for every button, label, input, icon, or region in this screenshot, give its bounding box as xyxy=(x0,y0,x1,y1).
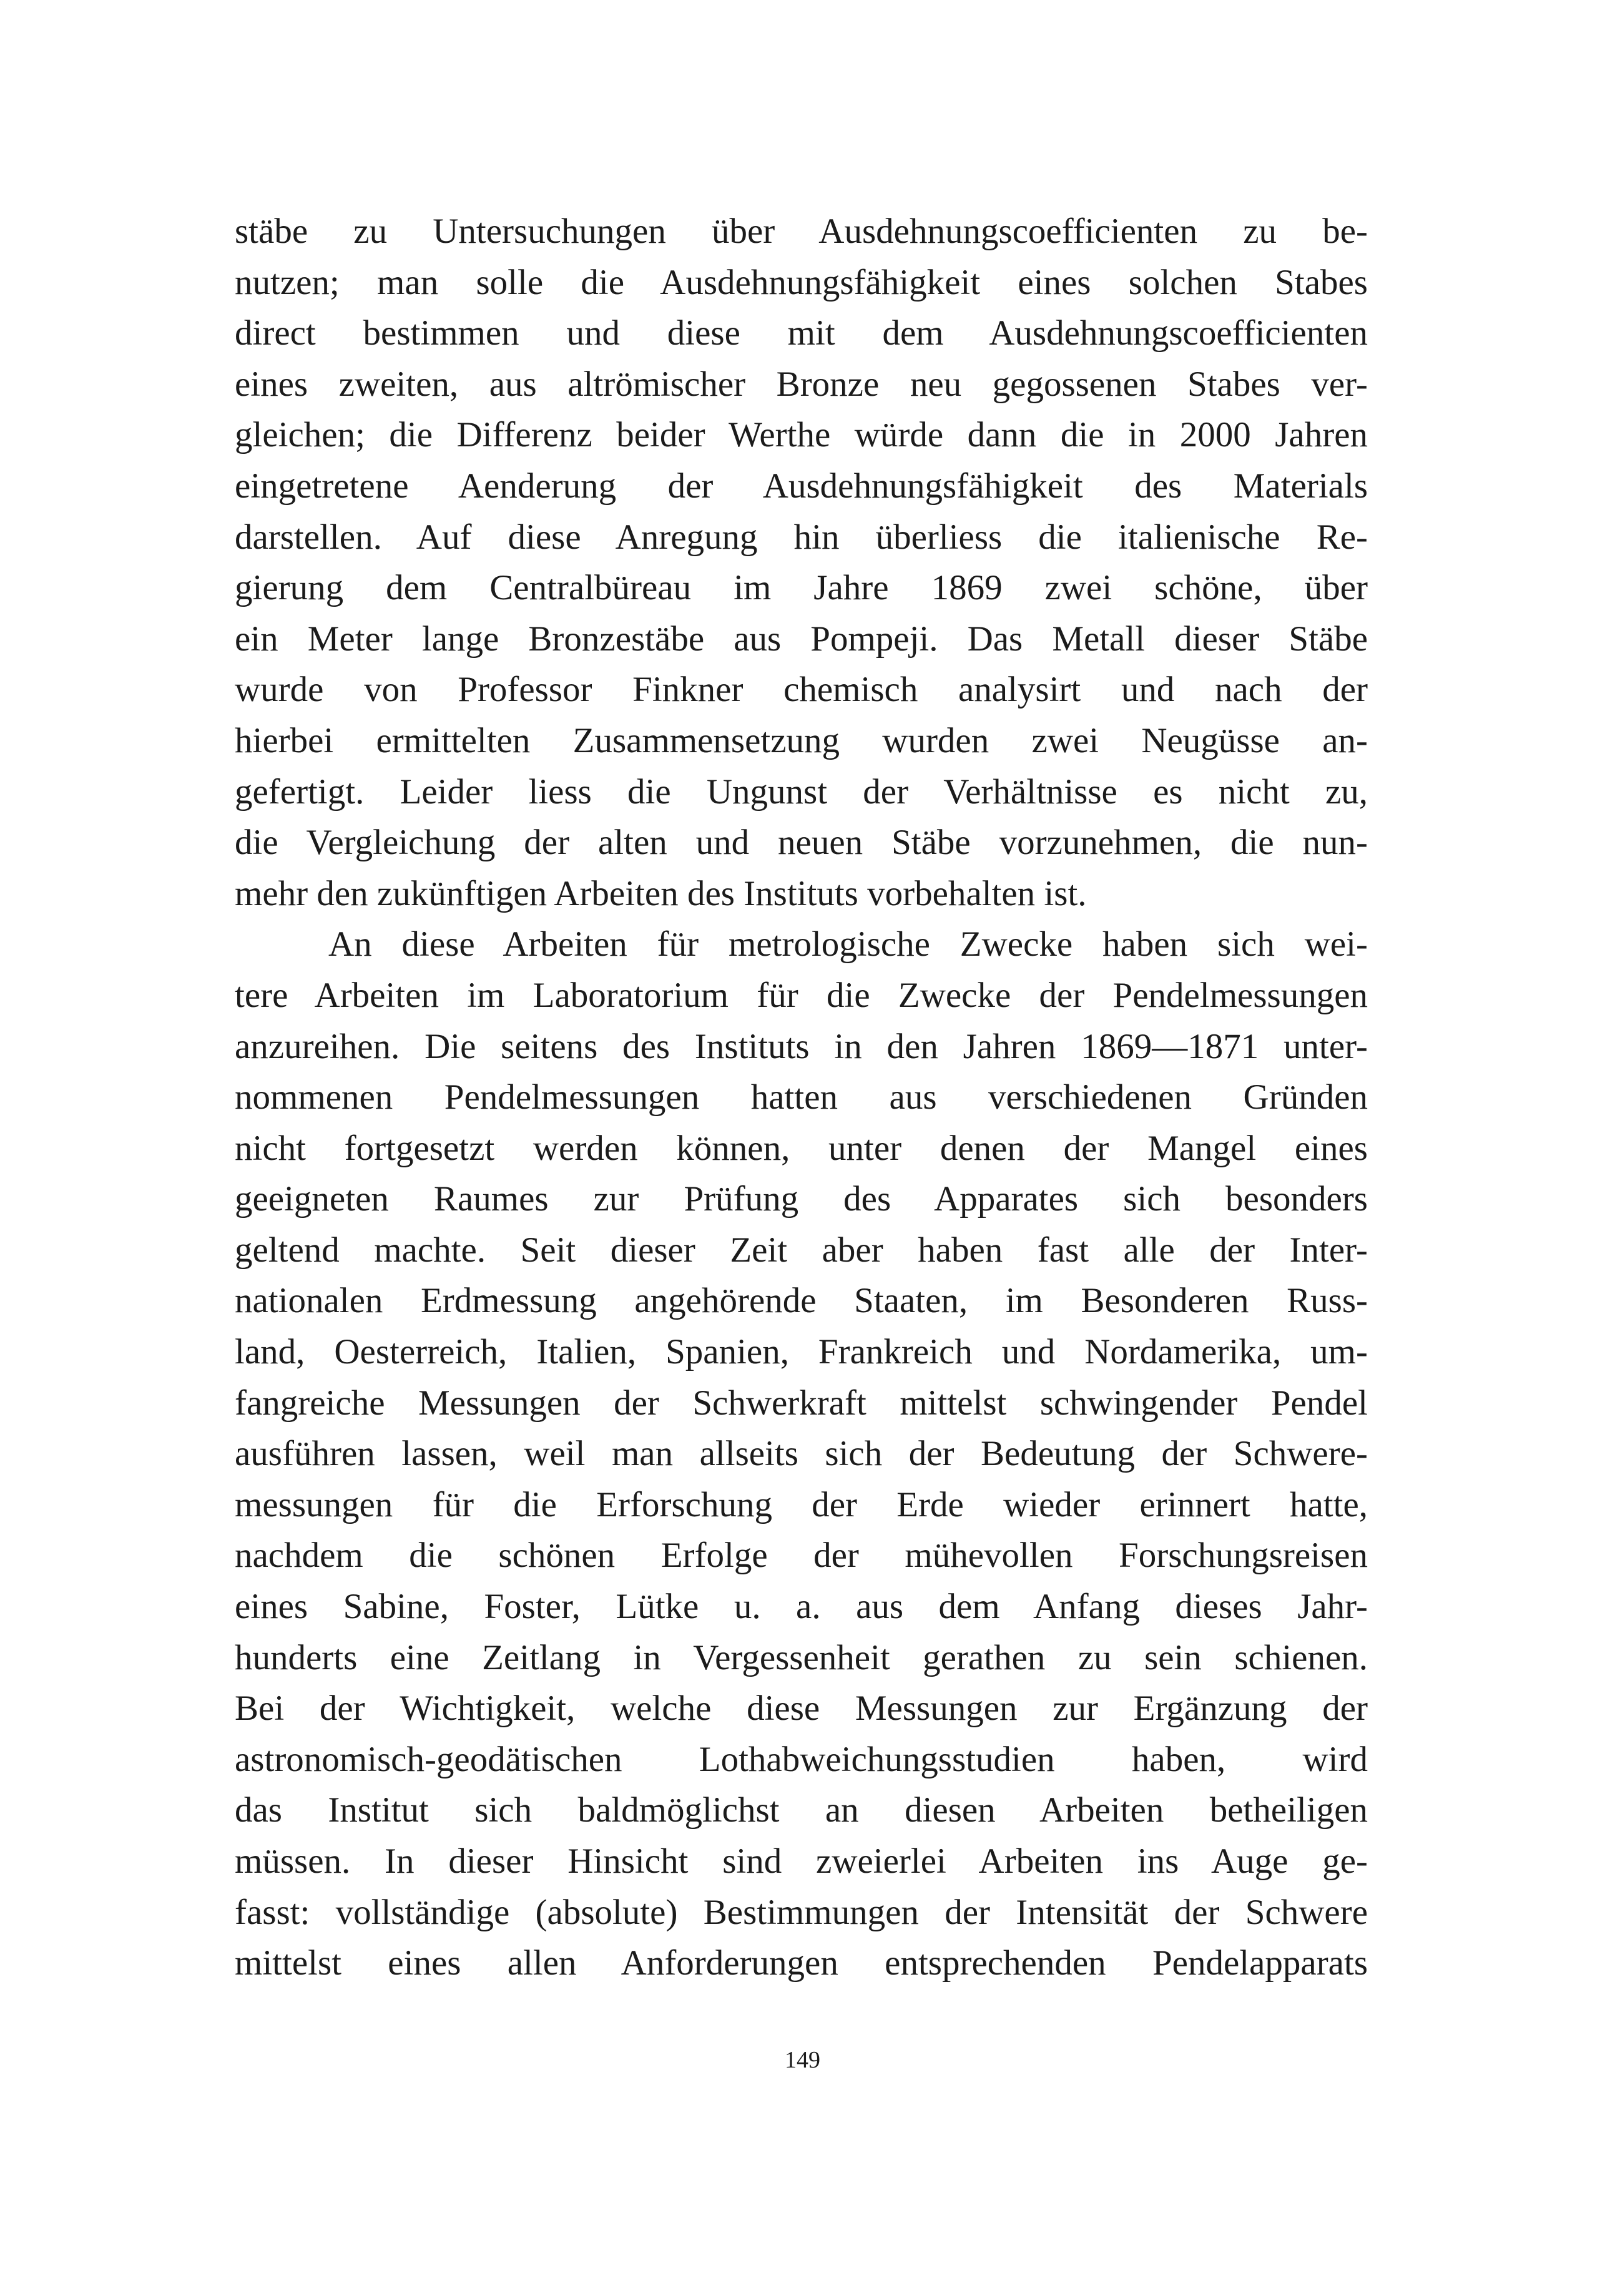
text-line: nutzen; man solle die Ausdehnungsfähigkeit eines solchen Stabes xyxy=(235,262,1368,302)
text-line: nationalen Erdmessung angehörende Staaten, im Besonderen Russ- xyxy=(235,1281,1368,1321)
paragraph-end-line: mehr den zukünftigen Arbeiten des Instituts vorbehalten ist. xyxy=(235,873,1087,913)
text-line: land, Oesterreich, Italien, Spanien, Frankreich und Nordamerika, um- xyxy=(235,1332,1368,1372)
text-line: wurde von Professor Finkner chemisch analysirt und nach der xyxy=(235,670,1368,710)
text-line: direct bestimmen und diese mit dem Ausdehnungscoefficienten xyxy=(235,313,1368,353)
text-line: darstellen. Auf diese Anregung hin überliess die italienische Re- xyxy=(235,517,1368,557)
text-line: hunderts eine Zeitlang in Vergessenheit gerathen zu sein schienen. xyxy=(235,1637,1368,1677)
text-line: astronomisch-geodätischen Lothabweichungsstudien haben, wird xyxy=(235,1739,1368,1779)
text-line: ausführen lassen, weil man allseits sich der Bedeutung der Schwere- xyxy=(235,1434,1368,1474)
text-line: geeigneten Raumes zur Prüfung des Apparates sich besonders xyxy=(235,1179,1368,1219)
text-line: fasst: vollständige (absolute) Bestimmungen der Intensität der Schwere xyxy=(235,1892,1368,1932)
text-line: eingetretene Aenderung der Ausdehnungsfähigkeit des Materials xyxy=(235,466,1368,506)
text-line: gefertigt. Leider liess die Ungunst der Verhältnisse es nicht zu, xyxy=(235,772,1368,812)
body-text xyxy=(235,206,1368,1989)
text-line: eines zweiten, aus altrömischer Bronze neu gegossenen Stabes ver- xyxy=(235,364,1368,404)
text-line: ein Meter lange Bronzestäbe aus Pompeji. Das Metall dieser Stäbe xyxy=(235,619,1368,659)
text-line: nachdem die schönen Erfolge der mühevollen Forschungsreisen xyxy=(235,1536,1368,1576)
text-line: mittelst eines allen Anforderungen entsprechenden Pendelapparats xyxy=(235,1943,1368,1983)
text-line: anzureihen. Die seitens des Instituts in den Jahren 1869—1871 unter- xyxy=(235,1026,1368,1066)
text-line: Bei der Wichtigkeit, welche diese Messungen zur Ergänzung der xyxy=(235,1689,1368,1729)
text-line: tere Arbeiten im Laboratorium für die Zwecke der Pendelmessungen xyxy=(235,975,1368,1015)
text-line: das Institut sich baldmöglichst an diesen Arbeiten betheiligen xyxy=(235,1790,1368,1830)
text-line: geltend machte. Seit dieser Zeit aber haben fast alle der Inter- xyxy=(235,1230,1368,1270)
paragraph-start-line: An diese Arbeiten für metrologische Zwecke haben sich wei- xyxy=(328,925,1368,964)
text-line: die Vergleichung der alten und neuen Stäbe vorzunehmen, die nun- xyxy=(235,823,1368,863)
page-number: 149 xyxy=(785,2047,820,2073)
text-line: gierung dem Centralbüreau im Jahre 1869 zwei schöne, über xyxy=(235,568,1368,608)
text-line: hierbei ermittelten Zusammensetzung wurden zwei Neugüsse an- xyxy=(235,720,1368,760)
text-line: messungen für die Erforschung der Erde wieder erinnert hatte, xyxy=(235,1484,1368,1524)
text-line: stäbe zu Untersuchungen über Ausdehnungscoefficienten zu be- xyxy=(235,212,1368,251)
text-line: nicht fortgesetzt werden können, unter denen der Mangel eines xyxy=(235,1128,1368,1168)
text-line: fangreiche Messungen der Schwerkraft mittelst schwingender Pendel xyxy=(235,1383,1368,1423)
text-line: nommenen Pendelmessungen hatten aus verschiedenen Gründen xyxy=(235,1077,1368,1117)
text-line: müssen. In dieser Hinsicht sind zweierlei Arbeiten ins Auge ge- xyxy=(235,1842,1368,1881)
text-line: eines Sabine, Foster, Lütke u. a. aus dem Anfang dieses Jahr- xyxy=(235,1587,1368,1627)
text-line: gleichen; die Differenz beider Werthe würde dann die in 2000 Jahren xyxy=(235,415,1368,455)
